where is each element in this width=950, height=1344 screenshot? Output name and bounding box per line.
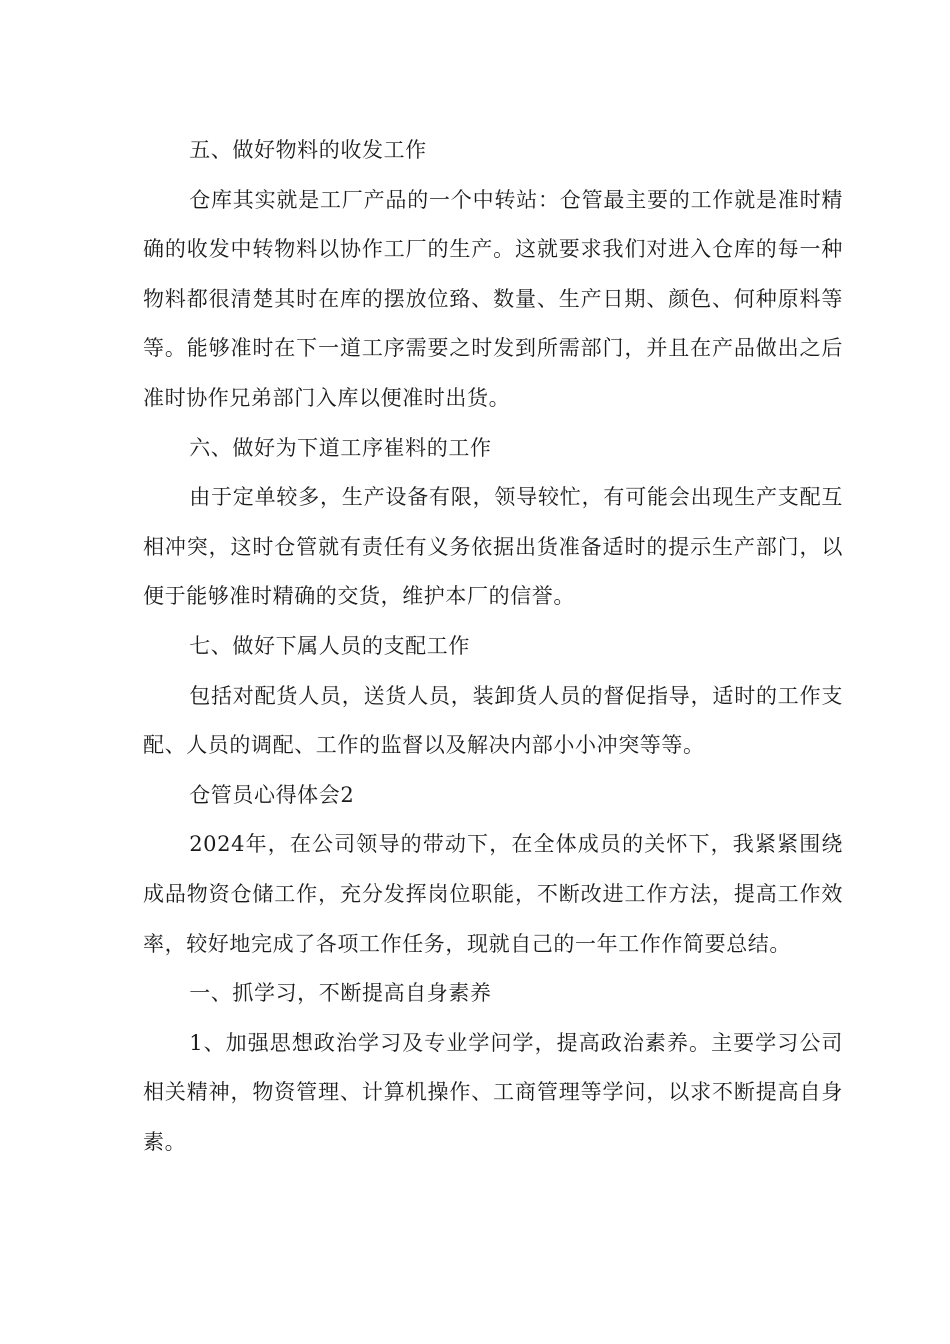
section-heading-7: 七、做好下属人员的支配工作 bbox=[189, 633, 470, 658]
document-body bbox=[143, 126, 843, 1167]
paragraph-staff-supervision: 包括对配货人员，送货人员，装卸货人员的督促指导，适时的工作支配、人员的调配、工作的监督以及解决内部小小冲突等等。 bbox=[143, 683, 843, 758]
section-heading-5: 五、做好物料的收发工作 bbox=[189, 138, 427, 162]
section-heading-6: 六、做好为下道工序崔料的工作 bbox=[189, 435, 492, 460]
paragraph-2024-summary: 2024年，在公司领导的带动下，在全体成员的关怀下，我紧紧围绕成品物资仓储工作，充分发挥岗位职能，不断改进工作方法，提高工作效率，较好地完成了各项工作任务，现就自己的一年工作作简要总结。 bbox=[143, 832, 843, 956]
paragraph-warehouse-transfer: 仓库其实就是工厂产品的一个中转站：仓管最主要的工作就是准时精确的收发中转物料以协作工厂的生产。这就要求我们对进入仓库的每一种物料都很清楚其时在库的摆放位臵、数量、生产日期、颜色、何种原料等等。能够准时在下一道工序需要之时发到所需部门，并且在产品做出之后准时协作兄弟部门入库以便准时出货。 bbox=[143, 187, 843, 410]
paragraph-order-conflict: 由于定单较多，生产设备有限，领导较忙，有可能会出现生产支配互相冲突，这时仓管就有责任有义务依据出货准备适时的提示生产部门，以便于能够准时精确的交货，维护本厂的信誉。 bbox=[143, 485, 843, 609]
section-heading-1: 一、抓学习，不断提高自身素养 bbox=[189, 981, 492, 1006]
paragraph-political-study: 1、加强思想政治学习及专业学问学，提高政治素养。主要学习公司相关精神，物资管理、计算机操作、工商管理等学问，以求不断提高自身素。 bbox=[143, 1030, 843, 1154]
article-title-2: 仓管员心得体会2 bbox=[189, 782, 355, 807]
